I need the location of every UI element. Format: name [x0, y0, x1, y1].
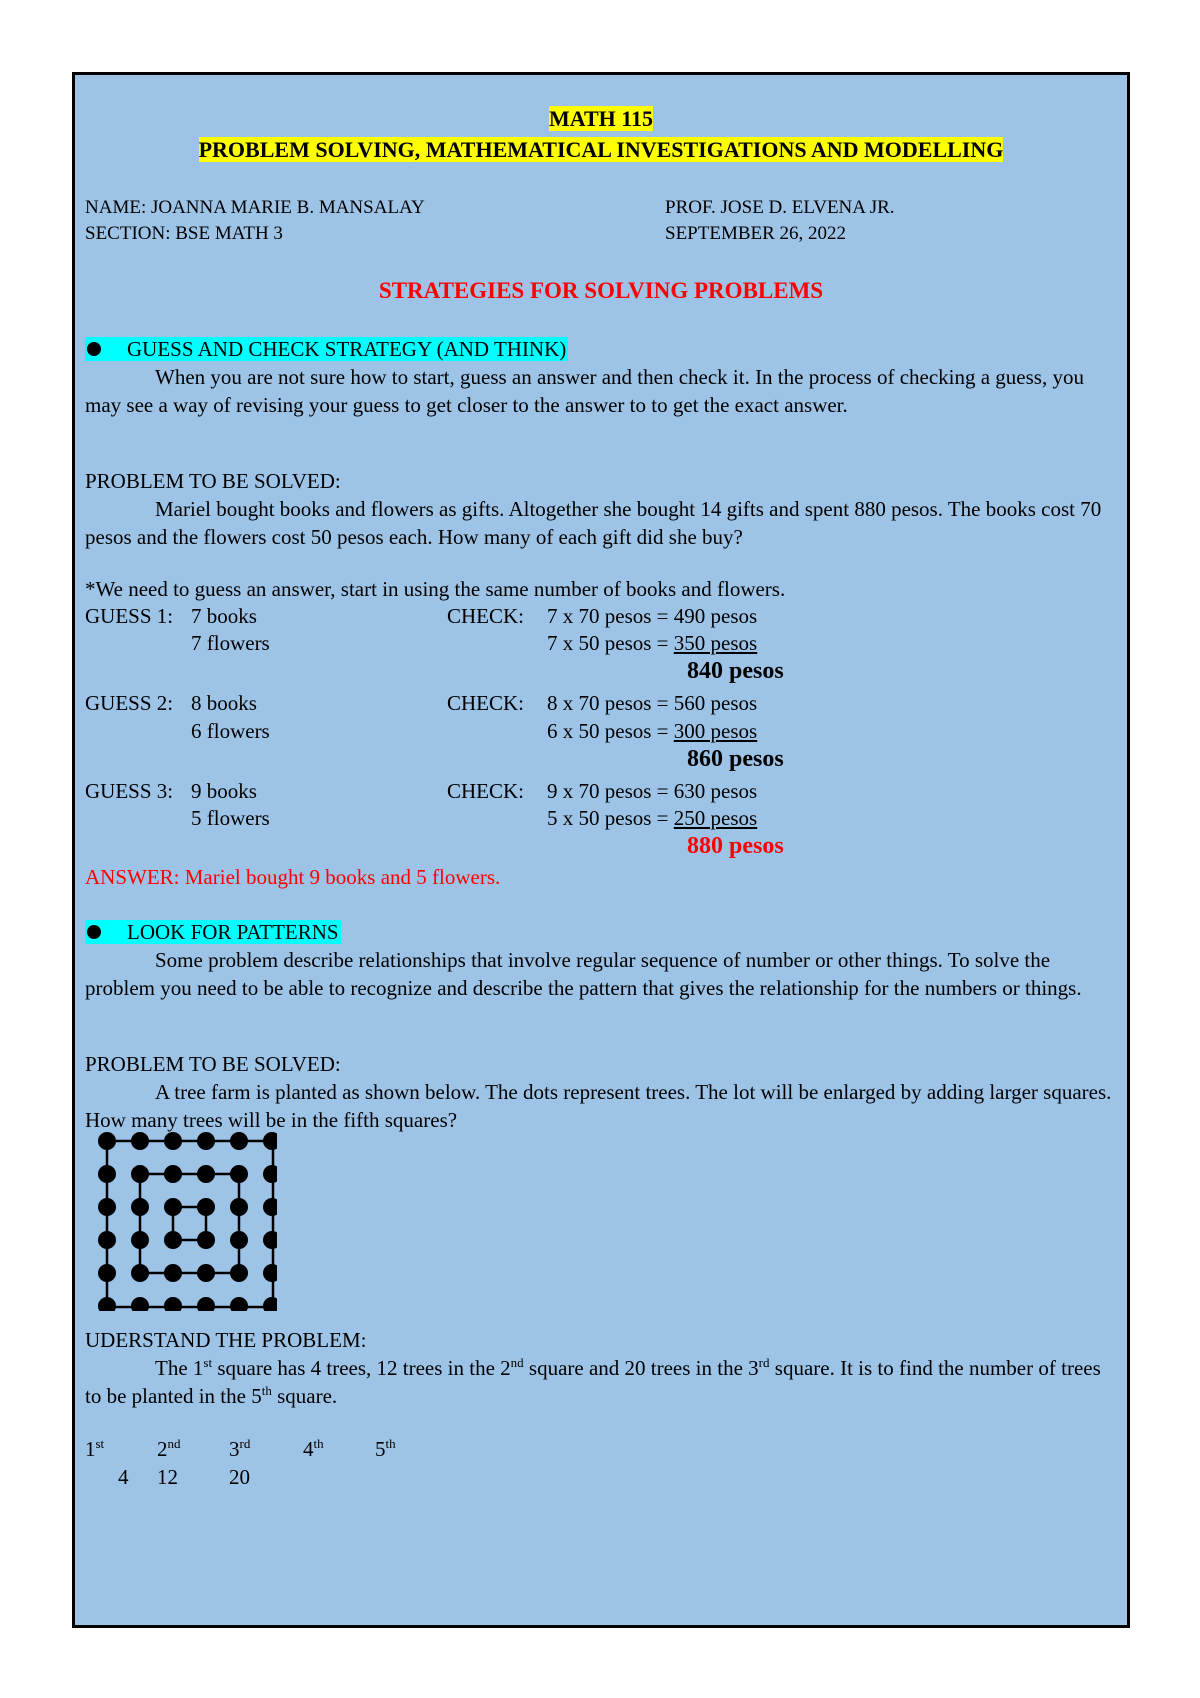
problem-statement-1: [85, 495, 1115, 551]
problem-text: Mariel bought books and flowers as gifts. Altogether she bought 14 gifts and spent 880 pesos. The books cost 70 pesos and the flowers cost 50 pesos each. How many of each gift did she buy?: [85, 497, 1102, 549]
guess-2-flowers: 6 flowers: [191, 719, 270, 743]
sequence-ordinal-2: 2nd: [157, 1436, 181, 1461]
problem-label-2: PROBLEM TO BE SOLVED:: [85, 1052, 341, 1076]
description-text: Some problem describe relationships that involve regular sequence of number or other things. To solve the problem you need to be able to recognize and describe the pattern that gives the relationship for the numbers or things.: [85, 948, 1082, 1000]
guess-3-label: GUESS 3:: [85, 779, 174, 803]
understand-label: UDERSTAND THE PROBLEM:: [85, 1328, 367, 1352]
guess-check-description: [85, 363, 1115, 419]
guess-2-total: 860 pesos: [687, 746, 784, 772]
problem-label-1: PROBLEM TO BE SOLVED:: [85, 469, 341, 493]
tree-farm-diagram: [97, 1131, 277, 1311]
section-heading-guess-check: [85, 335, 568, 363]
guess-2-books: 8 books: [191, 691, 257, 715]
guess-1-label: GUESS 1:: [85, 604, 174, 628]
sequence-ordinal-5: 5th: [375, 1436, 396, 1461]
course-title-line: [75, 136, 1127, 164]
guess-2-label: GUESS 2:: [85, 691, 174, 715]
main-title: STRATEGIES FOR SOLVING PROBLEMS: [378, 278, 824, 303]
guess-1-flowers: 7 flowers: [191, 631, 270, 655]
guess-1-books: 7 books: [191, 604, 257, 628]
sequence-ordinal-4: 4th: [303, 1436, 324, 1461]
problem-statement-2: [85, 1078, 1115, 1134]
sequence-ordinal-3: 3rd: [229, 1436, 251, 1461]
section-heading-patterns: [85, 918, 341, 946]
check-2-books: 8 x 70 pesos = 560 pesos: [547, 691, 758, 715]
understand-text: The 1st square has 4 trees, 12 trees in the 2nd square and 20 trees in the 3rd square. It is to find the number of trees to be planted in the 5th square.: [85, 1355, 1101, 1408]
professor-name: PROF. JOSE D. ELVENA JR.: [665, 197, 895, 218]
problem-text: A tree farm is planted as shown below. The dots represent trees. The lot will be enlarged by adding larger squares. How many trees will be in the fifth squares?: [85, 1080, 1112, 1132]
student-name: NAME: JOANNA MARIE B. MANSALAY: [85, 197, 425, 218]
sequence-ordinal-1: 1st: [85, 1436, 105, 1461]
document-page: [72, 72, 1130, 1628]
check-2-label: CHECK:: [447, 691, 525, 715]
course-title: PROBLEM SOLVING, MATHEMATICAL INVESTIGATIONS AND MODELLING: [198, 137, 1004, 162]
sequence-value-2: 12: [157, 1465, 178, 1489]
student-section: SECTION: BSE MATH 3: [85, 223, 283, 244]
check-1-flowers: 7 x 50 pesos = 350 pesos: [547, 631, 758, 655]
heading-text: LOOK FOR PATTERNS: [127, 920, 339, 944]
guess-3-books: 9 books: [191, 779, 257, 803]
course-code-line: [75, 105, 1127, 133]
guess-note: *We need to guess an answer, start in using the same number of books and flowers.: [85, 577, 786, 601]
bullet-icon: [87, 342, 101, 356]
guess-1-total: 840 pesos: [687, 658, 784, 684]
document-date: SEPTEMBER 26, 2022: [665, 223, 847, 244]
check-3-books: 9 x 70 pesos = 630 pesos: [547, 779, 758, 803]
guess-3-flowers: 5 flowers: [191, 806, 270, 830]
course-code: MATH 115: [548, 106, 654, 131]
heading-text: GUESS AND CHECK STRATEGY (AND THINK): [127, 337, 567, 361]
check-1-books: 7 x 70 pesos = 490 pesos: [547, 604, 758, 628]
check-3-flowers: 5 x 50 pesos = 250 pesos: [547, 806, 758, 830]
patterns-description: [85, 946, 1115, 1002]
check-2-flowers: 6 x 50 pesos = 300 pesos: [547, 719, 758, 743]
guess-3-total: 880 pesos: [687, 833, 784, 859]
bullet-icon: [87, 925, 101, 939]
answer-text: ANSWER: Mariel bought 9 books and 5 flowers.: [85, 865, 501, 889]
check-1-label: CHECK:: [447, 604, 525, 628]
description-text: When you are not sure how to start, guess an answer and then check it. In the process of checking a guess, you may see a way of revising your guess to get closer to the answer to to get the exact answer.: [85, 365, 1084, 417]
sequence-value-1: 4: [118, 1465, 129, 1489]
check-3-label: CHECK:: [447, 779, 525, 803]
sequence-value-3: 20: [229, 1465, 250, 1489]
